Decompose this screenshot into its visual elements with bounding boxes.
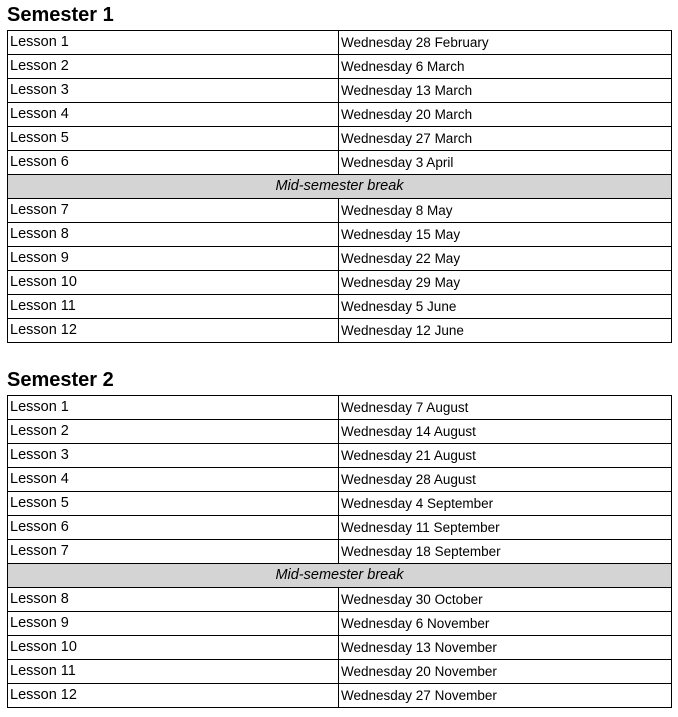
table-row: [8, 660, 672, 684]
mid-semester-break-label: Mid-semester break: [8, 564, 672, 588]
semester-2-title: Semester 2: [7, 369, 114, 391]
date-cell: Wednesday 21 August: [339, 444, 672, 468]
date-cell: Wednesday 27 March: [339, 127, 672, 151]
lesson-cell: Lesson 4: [8, 103, 339, 127]
mid-semester-break-label: Mid-semester break: [8, 175, 672, 199]
lesson-cell: Lesson 7: [8, 540, 339, 564]
lesson-cell: Lesson 6: [8, 516, 339, 540]
table-row: [8, 540, 672, 564]
table-row: [8, 516, 672, 540]
date-cell: Wednesday 18 September: [339, 540, 672, 564]
lesson-cell: Lesson 9: [8, 247, 339, 271]
lesson-cell: Lesson 11: [8, 660, 339, 684]
lesson-cell: Lesson 2: [8, 420, 339, 444]
semester-2-table-body: [8, 396, 672, 708]
date-cell: Wednesday 13 March: [339, 79, 672, 103]
date-cell: Wednesday 12 June: [339, 319, 672, 343]
lesson-cell: Lesson 6: [8, 151, 339, 175]
lesson-cell: Lesson 12: [8, 319, 339, 343]
table-row: [8, 199, 672, 223]
lesson-cell: Lesson 9: [8, 612, 339, 636]
lesson-cell: Lesson 5: [8, 492, 339, 516]
lesson-cell: Lesson 10: [8, 636, 339, 660]
date-cell: Wednesday 6 November: [339, 612, 672, 636]
date-cell: Wednesday 6 March: [339, 55, 672, 79]
table-row: [8, 151, 672, 175]
date-cell: Wednesday 5 June: [339, 295, 672, 319]
date-cell: Wednesday 14 August: [339, 420, 672, 444]
semester-2-table: [7, 395, 672, 708]
lesson-cell: Lesson 11: [8, 295, 339, 319]
lesson-cell: Lesson 1: [8, 396, 339, 420]
lesson-cell: Lesson 7: [8, 199, 339, 223]
date-cell: Wednesday 22 May: [339, 247, 672, 271]
table-row: [8, 444, 672, 468]
lesson-cell: Lesson 2: [8, 55, 339, 79]
lesson-cell: Lesson 3: [8, 79, 339, 103]
date-cell: Wednesday 11 September: [339, 516, 672, 540]
lesson-cell: Lesson 3: [8, 444, 339, 468]
table-row: [8, 636, 672, 660]
table-row: [8, 103, 672, 127]
lesson-cell: Lesson 1: [8, 31, 339, 55]
date-cell: Wednesday 13 November: [339, 636, 672, 660]
semester-1-table: [7, 30, 672, 343]
break-row: [8, 564, 672, 588]
table-row: [8, 612, 672, 636]
table-row: [8, 396, 672, 420]
table-row: [8, 79, 672, 103]
date-cell: Wednesday 20 March: [339, 103, 672, 127]
date-cell: Wednesday 28 August: [339, 468, 672, 492]
date-cell: Wednesday 3 April: [339, 151, 672, 175]
date-cell: Wednesday 29 May: [339, 271, 672, 295]
date-cell: Wednesday 8 May: [339, 199, 672, 223]
table-row: [8, 492, 672, 516]
table-row: [8, 127, 672, 151]
date-cell: Wednesday 27 November: [339, 684, 672, 708]
date-cell: Wednesday 4 September: [339, 492, 672, 516]
lesson-cell: Lesson 10: [8, 271, 339, 295]
date-cell: Wednesday 28 February: [339, 31, 672, 55]
table-row: [8, 684, 672, 708]
lesson-cell: Lesson 8: [8, 223, 339, 247]
date-cell: Wednesday 15 May: [339, 223, 672, 247]
table-row: [8, 420, 672, 444]
table-row: [8, 223, 672, 247]
date-cell: Wednesday 7 August: [339, 396, 672, 420]
table-row: [8, 295, 672, 319]
lesson-cell: Lesson 12: [8, 684, 339, 708]
table-row: [8, 31, 672, 55]
lesson-cell: Lesson 5: [8, 127, 339, 151]
break-row: [8, 175, 672, 199]
table-row: [8, 468, 672, 492]
date-cell: Wednesday 30 October: [339, 588, 672, 612]
table-row: [8, 55, 672, 79]
table-row: [8, 319, 672, 343]
table-row: [8, 588, 672, 612]
semester-1-title: Semester 1: [7, 4, 114, 26]
semester-1-table-body: [8, 31, 672, 343]
date-cell: Wednesday 20 November: [339, 660, 672, 684]
table-row: [8, 271, 672, 295]
lesson-cell: Lesson 8: [8, 588, 339, 612]
table-row: [8, 247, 672, 271]
lesson-cell: Lesson 4: [8, 468, 339, 492]
